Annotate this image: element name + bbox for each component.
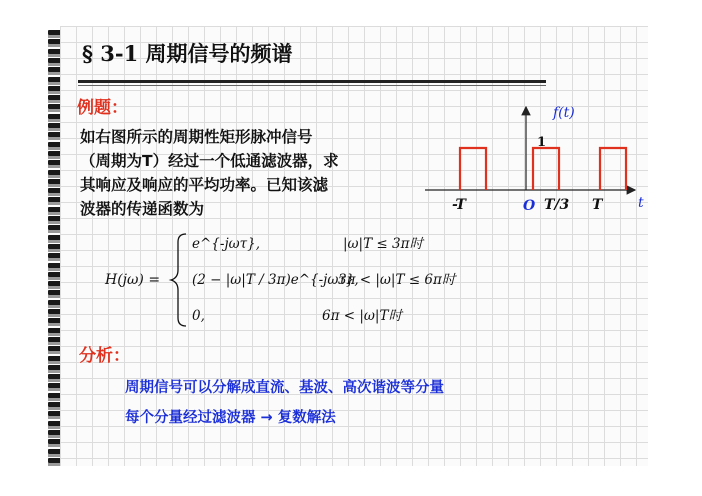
formula-case-expr: e^{-jωτ}, bbox=[192, 236, 260, 252]
analysis-line: 周期信号可以分解成直流、基波、高次谐波等分量 bbox=[125, 380, 444, 396]
formula-case-expr: (2 − |ω|T / 3π)e^{-jωτ}, bbox=[192, 272, 359, 288]
pulse-center bbox=[533, 148, 559, 190]
pulse-right bbox=[600, 148, 626, 190]
analysis-heading: 分析： bbox=[79, 346, 130, 366]
transfer-function-formula bbox=[100, 228, 460, 330]
problem-statement bbox=[80, 125, 425, 221]
formula-case-expr: 0, bbox=[192, 308, 205, 324]
example-heading: 例题： bbox=[77, 98, 128, 118]
problem-line: 波器的传递函数为 bbox=[80, 200, 205, 218]
y-axis-label: f(t) bbox=[553, 105, 575, 121]
title-underline bbox=[78, 80, 546, 83]
pulse-left bbox=[460, 148, 486, 190]
problem-line: （周期为T）经过一个低通滤波器，求 bbox=[80, 152, 339, 170]
tick-label-minus-T: -T bbox=[452, 197, 466, 213]
title-underline-thin bbox=[78, 85, 546, 86]
amplitude-label: 1 bbox=[537, 135, 547, 150]
formula-lhs: H(jω) = bbox=[105, 272, 161, 288]
problem-line: 其响应及响应的平均功率。已知该滤 bbox=[80, 176, 329, 194]
formula-brace bbox=[171, 234, 186, 326]
x-axis-label: t bbox=[638, 195, 644, 211]
formula-case-cond: |ω|T ≤ 3π时 bbox=[343, 236, 423, 252]
tick-label-T: T bbox=[592, 197, 603, 213]
pulse-signal-plot bbox=[420, 95, 650, 220]
formula-case-cond: 6π < |ω|T时 bbox=[322, 308, 402, 324]
analysis-line: 每个分量经过滤波器 → 复数解法 bbox=[125, 410, 336, 426]
tick-label-origin: O bbox=[523, 198, 536, 214]
problem-line: 如右图所示的周期性矩形脉冲信号 bbox=[80, 128, 313, 146]
formula-case-cond: 3π < |ω|T ≤ 6π时 bbox=[338, 272, 456, 288]
tick-label-T-over-3: T/3 bbox=[544, 197, 570, 213]
page-title: § 3-1 周期信号的频谱 bbox=[82, 41, 293, 66]
